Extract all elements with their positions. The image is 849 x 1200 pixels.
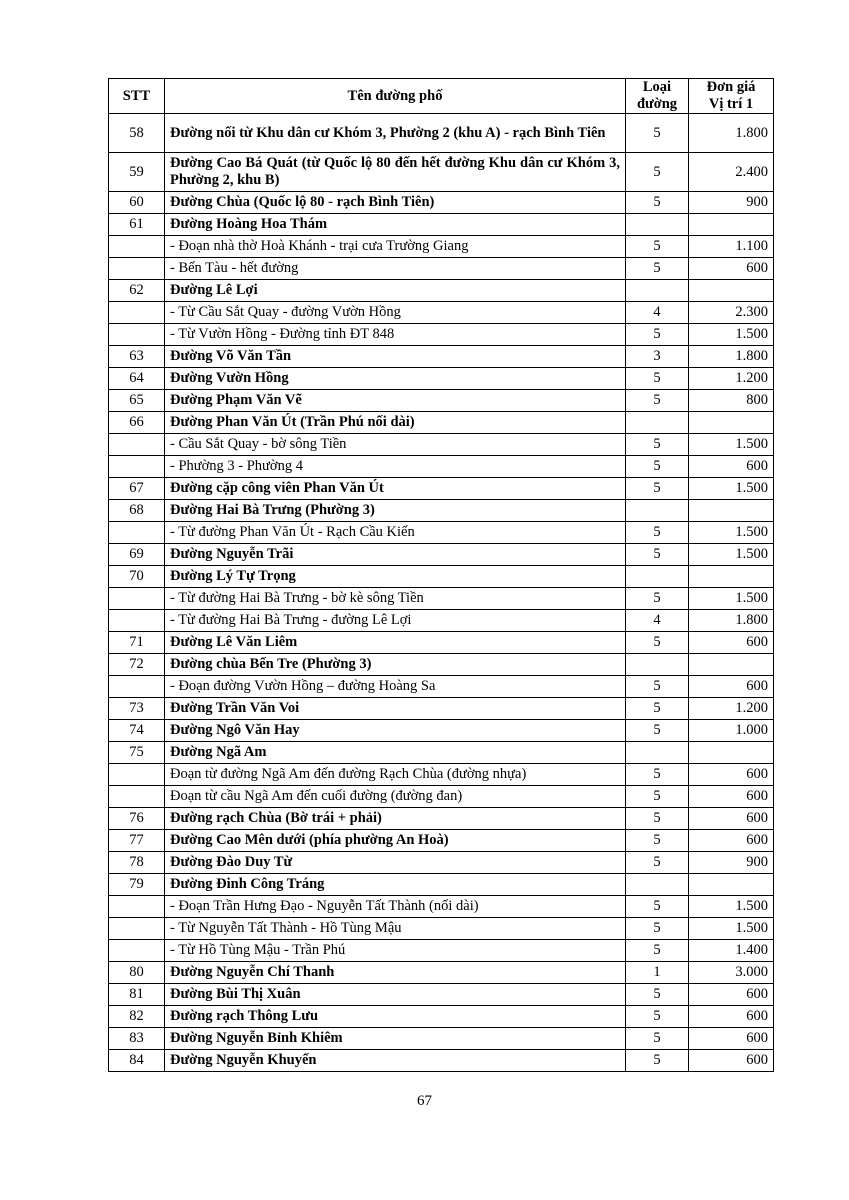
cell-stt: 70 xyxy=(109,566,165,588)
cell-stt xyxy=(109,258,165,280)
cell-unit-price: 600 xyxy=(689,1006,774,1028)
cell-street-name: - Bến Tàu - hết đường xyxy=(165,258,626,280)
cell-road-type: 5 xyxy=(626,324,689,346)
cell-unit-price xyxy=(689,654,774,676)
table-row xyxy=(109,720,774,742)
cell-road-type: 5 xyxy=(626,236,689,258)
table-header-row xyxy=(109,79,774,114)
cell-road-type: 5 xyxy=(626,114,689,153)
header-unit-price xyxy=(689,79,774,114)
cell-unit-price xyxy=(689,500,774,522)
cell-unit-price: 1.100 xyxy=(689,236,774,258)
cell-street-name: - Từ Hồ Tùng Mậu - Trần Phú xyxy=(165,940,626,962)
cell-road-type xyxy=(626,566,689,588)
cell-unit-price: 1.000 xyxy=(689,720,774,742)
cell-unit-price: 1.400 xyxy=(689,940,774,962)
table-row xyxy=(109,874,774,896)
cell-street-name: Đường Võ Văn Tần xyxy=(165,346,626,368)
cell-stt xyxy=(109,610,165,632)
cell-stt: 60 xyxy=(109,192,165,214)
cell-stt: 76 xyxy=(109,808,165,830)
cell-road-type: 5 xyxy=(626,984,689,1006)
cell-street-name: Đoạn từ cầu Ngã Am đến cuối đường (đường đan) xyxy=(165,786,626,808)
cell-road-type: 5 xyxy=(626,632,689,654)
cell-unit-price: 1.500 xyxy=(689,324,774,346)
cell-unit-price xyxy=(689,412,774,434)
cell-unit-price: 1.500 xyxy=(689,896,774,918)
cell-unit-price xyxy=(689,874,774,896)
table-row xyxy=(109,984,774,1006)
cell-unit-price xyxy=(689,214,774,236)
cell-stt: 81 xyxy=(109,984,165,1006)
cell-street-name: - Đoạn nhà thờ Hoà Khánh - trại cưa Trường Giang xyxy=(165,236,626,258)
cell-stt xyxy=(109,456,165,478)
cell-street-name: Đường Nguyễn Khuyến xyxy=(165,1050,626,1072)
table-row xyxy=(109,412,774,434)
page-number: 67 xyxy=(417,1093,432,1109)
cell-unit-price: 600 xyxy=(689,764,774,786)
cell-unit-price: 1.800 xyxy=(689,346,774,368)
cell-road-type: 5 xyxy=(626,940,689,962)
cell-stt: 80 xyxy=(109,962,165,984)
cell-stt xyxy=(109,786,165,808)
table-row xyxy=(109,302,774,324)
cell-unit-price: 600 xyxy=(689,984,774,1006)
cell-stt: 75 xyxy=(109,742,165,764)
table-row xyxy=(109,852,774,874)
cell-stt: 74 xyxy=(109,720,165,742)
table-body xyxy=(109,114,774,1072)
cell-street-name: - Từ đường Phan Văn Út - Rạch Cầu Kiến xyxy=(165,522,626,544)
cell-road-type: 4 xyxy=(626,610,689,632)
cell-road-type: 5 xyxy=(626,368,689,390)
table-row xyxy=(109,214,774,236)
cell-road-type: 5 xyxy=(626,390,689,412)
table-row xyxy=(109,610,774,632)
table-row xyxy=(109,676,774,698)
table-row xyxy=(109,654,774,676)
cell-street-name: Đường cặp công viên Phan Văn Út xyxy=(165,478,626,500)
cell-street-name: Đường Nguyễn Trãi xyxy=(165,544,626,566)
cell-unit-price: 1.200 xyxy=(689,698,774,720)
cell-unit-price: 1.800 xyxy=(689,610,774,632)
cell-road-type xyxy=(626,654,689,676)
cell-stt: 82 xyxy=(109,1006,165,1028)
cell-street-name: Đường Nguyễn Chí Thanh xyxy=(165,962,626,984)
cell-road-type: 5 xyxy=(626,456,689,478)
cell-street-name: - Từ Cầu Sắt Quay - đường Vườn Hồng xyxy=(165,302,626,324)
cell-street-name: Đường Vườn Hồng xyxy=(165,368,626,390)
table-row xyxy=(109,522,774,544)
table-row xyxy=(109,456,774,478)
header-road-type xyxy=(626,79,689,114)
cell-street-name: Đường Đinh Công Tráng xyxy=(165,874,626,896)
cell-street-name: Đường Bùi Thị Xuân xyxy=(165,984,626,1006)
header-stt: STT xyxy=(109,79,165,114)
table-row xyxy=(109,1006,774,1028)
cell-street-name: Đường Lý Tự Trọng xyxy=(165,566,626,588)
cell-road-type: 5 xyxy=(626,1006,689,1028)
cell-unit-price: 900 xyxy=(689,852,774,874)
cell-street-name: Đường Cao Bá Quát (từ Quốc lộ 80 đến hết đường Khu dân cư Khóm 3, Phường 2, khu B) xyxy=(165,153,626,192)
cell-road-type: 3 xyxy=(626,346,689,368)
cell-road-type: 5 xyxy=(626,852,689,874)
cell-stt xyxy=(109,918,165,940)
cell-stt: 78 xyxy=(109,852,165,874)
cell-stt: 73 xyxy=(109,698,165,720)
cell-street-name: Đường Chùa (Quốc lộ 80 - rạch Bình Tiên) xyxy=(165,192,626,214)
table-row xyxy=(109,588,774,610)
header-street-name: Tên đường phố xyxy=(165,79,626,114)
cell-unit-price: 1.800 xyxy=(689,114,774,153)
cell-road-type: 5 xyxy=(626,588,689,610)
cell-unit-price: 600 xyxy=(689,1028,774,1050)
table-row xyxy=(109,764,774,786)
cell-road-type: 4 xyxy=(626,302,689,324)
cell-street-name: Đoạn từ đường Ngã Am đến đường Rạch Chùa (đường nhựa) xyxy=(165,764,626,786)
cell-unit-price: 800 xyxy=(689,390,774,412)
cell-unit-price: 1.500 xyxy=(689,544,774,566)
cell-unit-price xyxy=(689,566,774,588)
cell-road-type: 1 xyxy=(626,962,689,984)
cell-unit-price: 600 xyxy=(689,676,774,698)
cell-unit-price: 600 xyxy=(689,830,774,852)
cell-stt xyxy=(109,324,165,346)
cell-street-name: Đường Lê Văn Liêm xyxy=(165,632,626,654)
cell-road-type: 5 xyxy=(626,434,689,456)
cell-unit-price: 1.500 xyxy=(689,588,774,610)
cell-stt xyxy=(109,236,165,258)
table-row xyxy=(109,1050,774,1072)
table-row xyxy=(109,192,774,214)
cell-street-name: Đường Đào Duy Từ xyxy=(165,852,626,874)
cell-unit-price: 1.500 xyxy=(689,434,774,456)
table-row xyxy=(109,346,774,368)
cell-unit-price xyxy=(689,280,774,302)
cell-street-name: Đường Hoàng Hoa Thám xyxy=(165,214,626,236)
cell-street-name: - Từ Nguyễn Tất Thành - Hồ Tùng Mậu xyxy=(165,918,626,940)
header-unit-price-line1: Đơn giá xyxy=(706,79,756,95)
table-row xyxy=(109,918,774,940)
cell-stt xyxy=(109,896,165,918)
cell-street-name: Đường chùa Bến Tre (Phường 3) xyxy=(165,654,626,676)
cell-unit-price: 2.400 xyxy=(689,153,774,192)
cell-street-name: Đường nối từ Khu dân cư Khóm 3, Phường 2 (khu A) - rạch Bình Tiên xyxy=(165,114,626,153)
cell-stt: 71 xyxy=(109,632,165,654)
cell-road-type: 5 xyxy=(626,698,689,720)
cell-stt: 66 xyxy=(109,412,165,434)
cell-stt: 64 xyxy=(109,368,165,390)
cell-unit-price: 900 xyxy=(689,192,774,214)
cell-road-type: 5 xyxy=(626,896,689,918)
cell-street-name: - Cầu Sắt Quay - bờ sông Tiền xyxy=(165,434,626,456)
table-row xyxy=(109,698,774,720)
cell-unit-price: 1.500 xyxy=(689,918,774,940)
cell-unit-price xyxy=(689,742,774,764)
cell-street-name: Đường Cao Mên dưới (phía phường An Hoà) xyxy=(165,830,626,852)
cell-road-type: 5 xyxy=(626,1028,689,1050)
cell-stt: 58 xyxy=(109,114,165,153)
table-row xyxy=(109,258,774,280)
cell-street-name: - Từ đường Hai Bà Trưng - đường Lê Lợi xyxy=(165,610,626,632)
cell-unit-price: 600 xyxy=(689,258,774,280)
cell-street-name: Đường rạch Chùa (Bờ trái + phải) xyxy=(165,808,626,830)
cell-stt: 68 xyxy=(109,500,165,522)
table-row xyxy=(109,390,774,412)
table-row xyxy=(109,830,774,852)
table-row xyxy=(109,236,774,258)
table-row xyxy=(109,324,774,346)
table-row xyxy=(109,434,774,456)
cell-stt xyxy=(109,940,165,962)
cell-road-type: 5 xyxy=(626,720,689,742)
table-row xyxy=(109,962,774,984)
cell-stt: 83 xyxy=(109,1028,165,1050)
header-road-type-line1: Loại xyxy=(642,79,672,95)
cell-road-type xyxy=(626,874,689,896)
cell-street-name: Đường rạch Thông Lưu xyxy=(165,1006,626,1028)
table-row xyxy=(109,153,774,192)
cell-unit-price: 1.500 xyxy=(689,478,774,500)
cell-stt xyxy=(109,588,165,610)
header-unit-price-line2: Vị trí 1 xyxy=(708,96,754,112)
cell-road-type: 5 xyxy=(626,544,689,566)
table-row xyxy=(109,280,774,302)
cell-road-type xyxy=(626,412,689,434)
cell-stt: 84 xyxy=(109,1050,165,1072)
cell-street-name: Đường Ngô Văn Hay xyxy=(165,720,626,742)
cell-road-type: 5 xyxy=(626,258,689,280)
cell-street-name: Đường Nguyễn Bỉnh Khiêm xyxy=(165,1028,626,1050)
table-row xyxy=(109,1028,774,1050)
cell-stt xyxy=(109,764,165,786)
cell-street-name: - Từ Vườn Hồng - Đường tỉnh ĐT 848 xyxy=(165,324,626,346)
cell-unit-price: 1.500 xyxy=(689,522,774,544)
cell-unit-price: 600 xyxy=(689,1050,774,1072)
cell-stt xyxy=(109,522,165,544)
table-row xyxy=(109,114,774,153)
cell-road-type: 5 xyxy=(626,1050,689,1072)
cell-street-name: Đường Phạm Văn Vẽ xyxy=(165,390,626,412)
table-row xyxy=(109,500,774,522)
cell-street-name: Đường Lê Lợi xyxy=(165,280,626,302)
cell-street-name: Đường Ngã Am xyxy=(165,742,626,764)
table-row xyxy=(109,478,774,500)
cell-road-type: 5 xyxy=(626,153,689,192)
cell-street-name: - Phường 3 - Phường 4 xyxy=(165,456,626,478)
cell-road-type xyxy=(626,280,689,302)
cell-road-type: 5 xyxy=(626,808,689,830)
cell-road-type: 5 xyxy=(626,830,689,852)
cell-stt: 69 xyxy=(109,544,165,566)
cell-unit-price: 600 xyxy=(689,632,774,654)
cell-stt: 65 xyxy=(109,390,165,412)
cell-road-type: 5 xyxy=(626,786,689,808)
cell-stt: 67 xyxy=(109,478,165,500)
table-row xyxy=(109,544,774,566)
cell-street-name: - Từ đường Hai Bà Trưng - bờ kè sông Tiền xyxy=(165,588,626,610)
table-row xyxy=(109,786,774,808)
cell-road-type: 5 xyxy=(626,764,689,786)
cell-unit-price: 600 xyxy=(689,456,774,478)
cell-stt: 62 xyxy=(109,280,165,302)
cell-road-type: 5 xyxy=(626,478,689,500)
table-row xyxy=(109,742,774,764)
table-row xyxy=(109,940,774,962)
cell-unit-price: 600 xyxy=(689,808,774,830)
cell-stt: 61 xyxy=(109,214,165,236)
cell-road-type: 5 xyxy=(626,522,689,544)
price-table-container xyxy=(108,78,773,1072)
cell-stt: 63 xyxy=(109,346,165,368)
cell-street-name: Đường Trần Văn Voi xyxy=(165,698,626,720)
table-row xyxy=(109,808,774,830)
table-row xyxy=(109,896,774,918)
cell-street-name: Đường Hai Bà Trưng (Phường 3) xyxy=(165,500,626,522)
cell-stt xyxy=(109,302,165,324)
cell-road-type xyxy=(626,214,689,236)
cell-unit-price: 1.200 xyxy=(689,368,774,390)
cell-stt xyxy=(109,676,165,698)
cell-road-type xyxy=(626,742,689,764)
cell-road-type xyxy=(626,500,689,522)
cell-unit-price: 2.300 xyxy=(689,302,774,324)
table-row xyxy=(109,632,774,654)
cell-stt: 79 xyxy=(109,874,165,896)
cell-street-name: - Đoạn Trần Hưng Đạo - Nguyễn Tất Thành (nối dài) xyxy=(165,896,626,918)
table-row xyxy=(109,566,774,588)
cell-unit-price: 600 xyxy=(689,786,774,808)
cell-road-type: 5 xyxy=(626,918,689,940)
cell-street-name: Đường Phan Văn Út (Trần Phú nối dài) xyxy=(165,412,626,434)
table-row xyxy=(109,368,774,390)
cell-street-name: - Đoạn đường Vườn Hồng – đường Hoàng Sa xyxy=(165,676,626,698)
cell-unit-price: 3.000 xyxy=(689,962,774,984)
header-road-type-line2: đường xyxy=(636,96,678,112)
cell-stt xyxy=(109,434,165,456)
cell-stt: 77 xyxy=(109,830,165,852)
cell-stt: 72 xyxy=(109,654,165,676)
cell-stt: 59 xyxy=(109,153,165,192)
cell-road-type: 5 xyxy=(626,676,689,698)
cell-road-type: 5 xyxy=(626,192,689,214)
street-price-table xyxy=(108,78,774,1072)
